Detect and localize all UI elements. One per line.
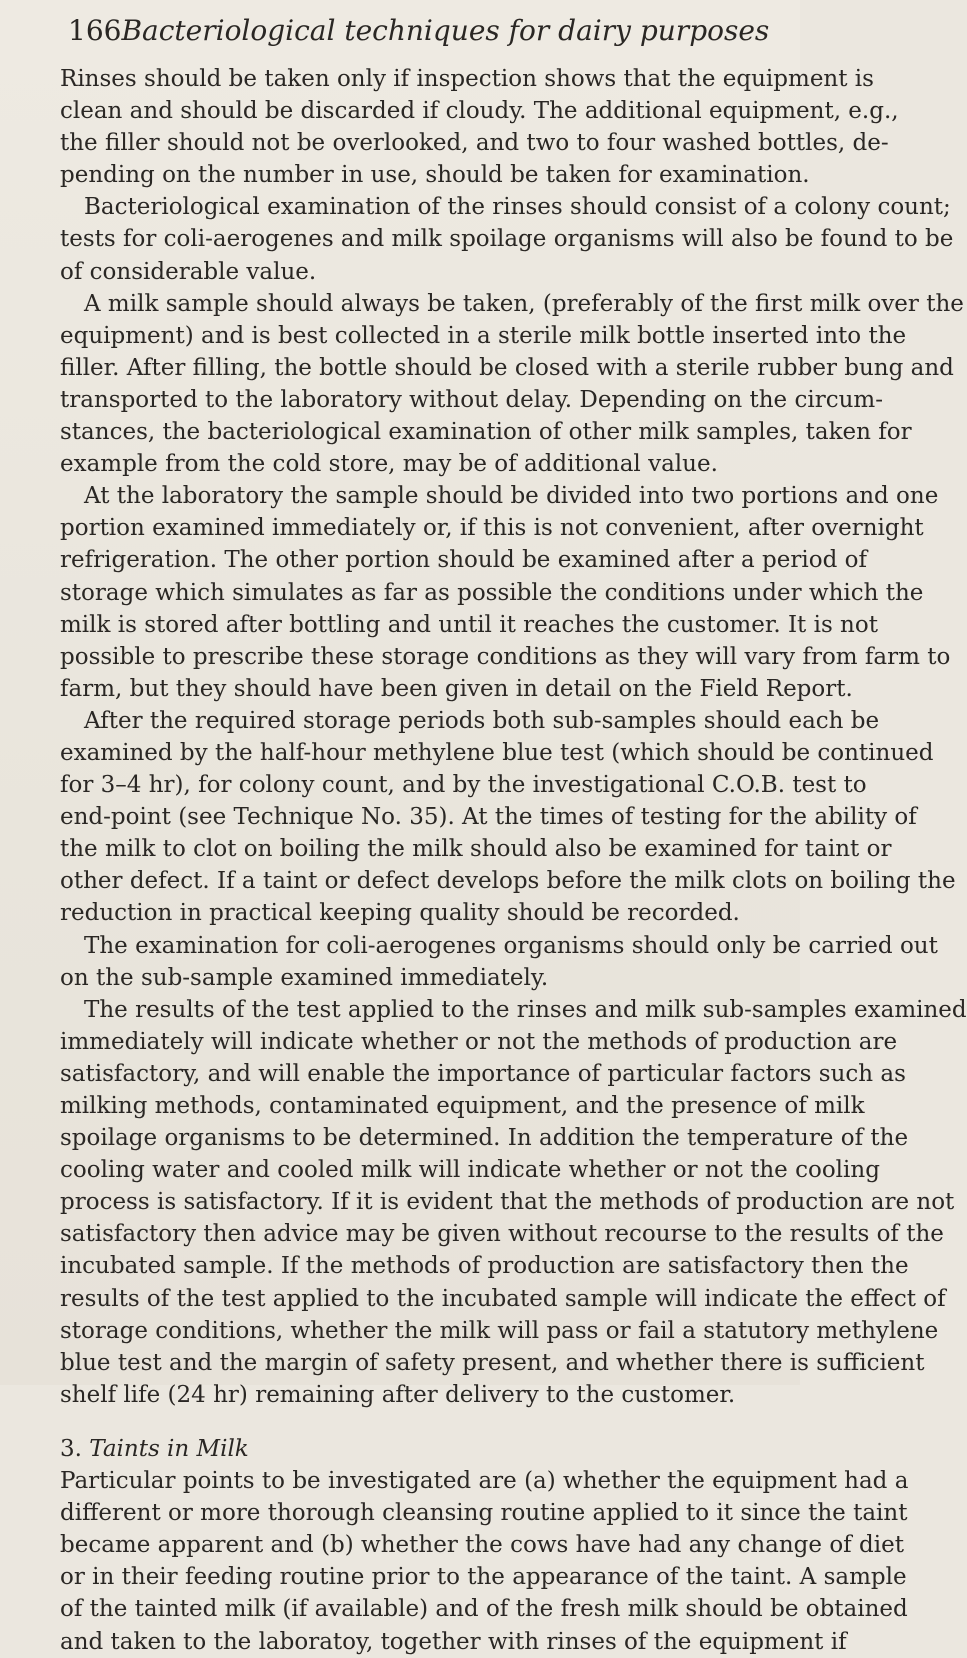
- paragraph: [60, 705, 956, 930]
- text-line: farm, but they should have been given in detail on the Field Report.: [60, 675, 853, 702]
- text-line: blue test and the margin of safety present, and whether there is sufficient: [60, 1349, 925, 1376]
- text-body: [60, 63, 967, 1658]
- text-line: spoilage organisms to be determined. In addition the temperature of the: [60, 1125, 909, 1152]
- text-line: equipment) and is best collected in a sterile milk bottle inserted into the: [60, 322, 907, 349]
- text-line: storage conditions, whether the milk will pass or fail a statutory methylene: [60, 1317, 939, 1344]
- text-line: filler. After filling, the bottle should be closed with a sterile rubber bung and: [60, 354, 954, 381]
- text-line: storage which simulates as far as possible the conditions under which the: [60, 579, 924, 606]
- text-line: process is satisfactory. If it is evident that the methods of production are not: [60, 1189, 955, 1216]
- text-line: After the required storage periods both sub-samples should each be: [84, 707, 880, 734]
- section-gap: [60, 1411, 796, 1433]
- paragraph: [60, 994, 967, 1411]
- paragraph: [60, 480, 951, 705]
- text-line: became apparent and (b) whether the cows have had any change of diet: [60, 1532, 904, 1559]
- paragraph: [60, 191, 954, 287]
- text-line: results of the test applied to the incubated sample will indicate the effect of: [60, 1285, 946, 1312]
- text-line: or in their feeding routine prior to the appearance of the taint. A sample: [60, 1564, 907, 1591]
- text-line: of the tainted milk (if available) and of the fresh milk should be obtained: [60, 1596, 908, 1623]
- section-title: Taints in Milk: [89, 1435, 249, 1462]
- paragraph: [60, 63, 899, 191]
- text-line: other defect. If a taint or defect develops before the milk clots on boiling the: [60, 868, 956, 895]
- text-line: milk is stored after bottling and until it reaches the customer. It is not: [60, 611, 878, 638]
- text-line: on the sub-sample examined immediately.: [60, 964, 549, 991]
- section-number: 3.: [60, 1435, 82, 1462]
- text-line: incubated sample. If the methods of production are satisfactory then the: [60, 1253, 909, 1280]
- text-line: At the laboratory the sample should be divided into two portions and one: [84, 483, 939, 510]
- text-line: satisfactory then advice may be given without recourse to the results of the: [60, 1221, 944, 1248]
- text-line: A milk sample should always be taken, (preferably of the first milk over the: [84, 290, 964, 317]
- text-line: milking methods, contaminated equipment, and the presence of milk: [60, 1093, 865, 1119]
- text-line: The examination for coli-aerogenes organisms should only be carried out: [84, 932, 938, 959]
- page-number: 166: [68, 14, 122, 47]
- text-line: Rinses should be taken only if inspection shows that the equipment is: [60, 66, 874, 92]
- text-line: Particular points to be investigated are (a) whether the equipment had a: [60, 1468, 909, 1495]
- text-line: transported to the laboratory without delay. Depending on the circum-: [60, 386, 883, 413]
- running-head: [68, 6, 768, 56]
- text-line: shelf life (24 hr) remaining after delivery to the customer.: [60, 1381, 736, 1408]
- text-line: example from the cold store, may be of additional value.: [60, 451, 718, 478]
- text-line: for 3–4 hr), for colony count, and by the investigational C.O.B. test to: [60, 772, 867, 799]
- text-line: satisfactory, and will enable the importance of particular factors such as: [60, 1060, 906, 1087]
- text-line: tests for coli-aerogenes and milk spoilage organisms will also be found to be: [60, 226, 954, 253]
- text-line: stances, the bacteriological examination of other milk samples, taken for: [60, 419, 912, 446]
- text-line: clean and should be discarded if cloudy. The additional equipment, e.g.,: [60, 98, 899, 125]
- text-line: The results of the test applied to the rinses and milk sub-samples examined: [84, 996, 967, 1023]
- text-line: of considerable value.: [60, 258, 317, 285]
- running-title: Bacteriological techniques for dairy purposes: [121, 14, 770, 47]
- text-line: reduction in practical keeping quality should be recorded.: [60, 900, 740, 927]
- text-line: possible to prescribe these storage conditions as they will vary from farm to: [60, 643, 951, 670]
- text-line: portion examined immediately or, if this is not convenient, after overnight: [60, 515, 924, 542]
- section-heading: [60, 1433, 796, 1465]
- text-line: pending on the number in use, should be taken for examination.: [60, 162, 810, 189]
- text-line: the milk to clot on boiling the milk should also be examined for taint or: [60, 836, 892, 863]
- text-line: refrigeration. The other portion should be examined after a period of: [60, 547, 867, 574]
- paragraph: [60, 930, 938, 994]
- text-line: cooling water and cooled milk will indicate whether or not the cooling: [60, 1157, 880, 1184]
- text-line: immediately will indicate whether or not the methods of production are: [60, 1028, 898, 1055]
- text-line: different or more thorough cleansing routine applied to it since the taint: [60, 1500, 908, 1527]
- paragraph: [60, 1465, 909, 1658]
- text-line: and taken to the laboratoy, together with rinses of the equipment if: [60, 1628, 847, 1655]
- text-line: the filler should not be overlooked, and two to four washed bottles, de-: [60, 130, 889, 157]
- text-line: examined by the half-hour methylene blue test (which should be continued: [60, 739, 934, 766]
- paragraph: [60, 288, 964, 481]
- text-line: end-point (see Technique No. 35). At the times of testing for the ability of: [60, 804, 917, 831]
- text-line: Bacteriological examination of the rinses should consist of a colony count;: [84, 194, 951, 221]
